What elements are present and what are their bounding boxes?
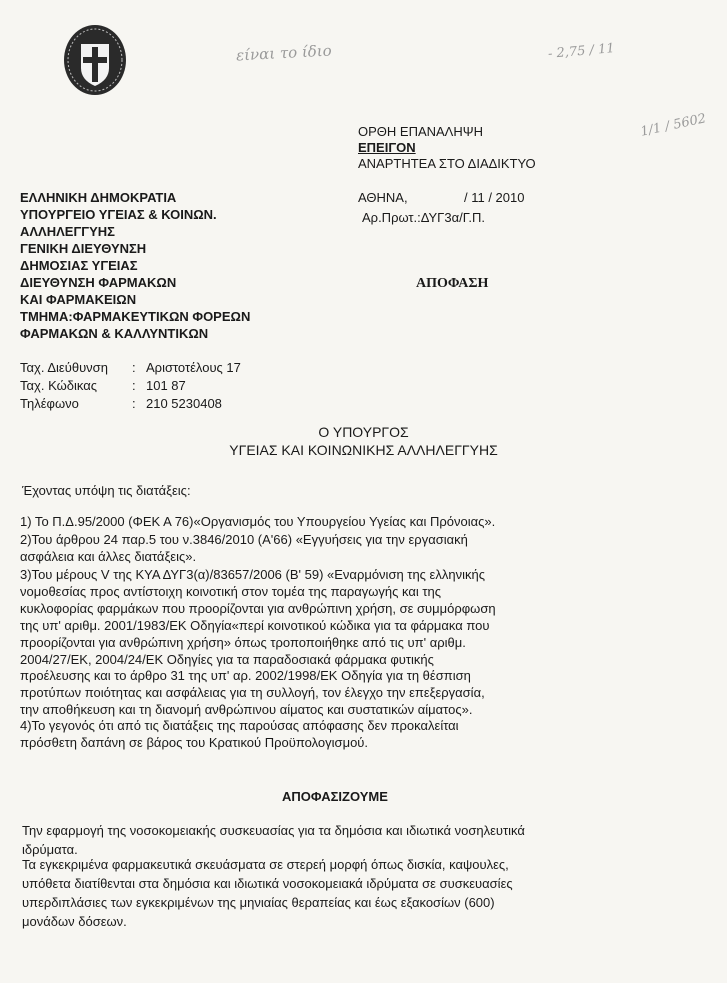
contact-value: 210 5230408: [146, 396, 222, 411]
contact-separator: :: [132, 378, 136, 393]
contact-value: 101 87: [146, 378, 186, 393]
decide-heading: ΑΠΟΦΑΣΙΖΟΥΜΕ: [282, 789, 388, 804]
provision-line: κυκλοφορίας φαρμάκων που προορίζονται για ανθρώπινη χρήση, σε συμμόρφωση: [20, 601, 496, 616]
decision-line: ιδρύματα.: [22, 842, 78, 857]
contact-separator: :: [132, 396, 136, 411]
sender-line: ΚΑΙ ΦΑΡΜΑΚΕΙΩΝ: [20, 292, 137, 307]
sender-line: ΦΑΡΜΑΚΩΝ & ΚΑΛΛΥΝΤΙΚΩΝ: [20, 326, 209, 341]
handwritten-note: είναι το ίδιο: [235, 41, 333, 65]
provision-line: προέλευσης και το άρθρο 31 της υπ' αρ. 2002/1998/ΕΚ Οδηγία για τη θέσπιση: [20, 668, 471, 683]
provision-line: 4)Το γεγονός ότι από τις διατάξεις της παρούσας απόφασης δεν προκαλείται: [20, 718, 459, 733]
provision-line: πρόσθετη δαπάνη σε βάρος του Κρατικού Προϋπολογισμού.: [20, 735, 369, 750]
provision-line: 2004/27/ΕΚ, 2004/24/ΕΚ Οδηγίες για τα παραδοσιακά φάρμακα φυτικής: [20, 652, 434, 667]
sender-line: ΑΛΛΗΛΕΓΓΥΗΣ: [20, 224, 115, 239]
provision-line: 3)Του μέρους V της ΚΥΑ ΔΥΓ3(α)/83657/2006 (Β' 59) «Εναρμόνιση της ελληνικής: [20, 567, 485, 582]
contact-label: Ταχ. Κώδικας: [20, 378, 97, 393]
notice-repeat: ΟΡΘΗ ΕΠΑΝΑΛΗΨΗ: [358, 124, 484, 139]
contact-label: Ταχ. Διεύθυνση: [20, 360, 108, 375]
minister-ministry: ΥΓΕΙΑΣ ΚΑΙ ΚΟΙΝΩΝΙΚΗΣ ΑΛΛΗΛΕΓΓΥΗΣ: [229, 442, 498, 458]
contact-separator: :: [132, 360, 136, 375]
sender-line: ΕΛΛΗΝΙΚΗ ΔΗΜΟΚΡΑΤΙΑ: [20, 190, 177, 205]
date: / 11 / 2010: [464, 190, 525, 205]
sender-line: ΓΕΝΙΚΗ ΔΙΕΥΘΥΝΣΗ: [20, 241, 147, 256]
decision-line: υπερδιπλάσιες των εγκεκριμένων της μηνιαίας θεραπείας και έως εξακοσίων (600): [22, 895, 495, 910]
protocol-number: Αρ.Πρωτ.:ΔΥΓ3α/Γ.Π.: [362, 210, 486, 225]
sender-line: ΥΠΟΥΡΓΕΙΟ ΥΓΕΙΑΣ & ΚΟΙΝΩΝ.: [20, 207, 217, 222]
contact-value: Αριστοτέλους 17: [146, 360, 241, 375]
notice-publish: ΑΝΑΡΤΗΤΕΑ ΣΤΟ ΔΙΑΔΙΚΤΥΟ: [358, 156, 536, 171]
decision-line: Τα εγκεκριμένα φαρμακευτικά σκευάσματα σε στερεή μορφή όπως δισκία, καψουλες,: [22, 857, 509, 872]
provision-line: νομοθεσίας προς αντίστοιχη κοινοτική στον τομέα της παραγωγής και της: [20, 584, 442, 599]
intro-text: Έχοντας υπόψη τις διατάξεις:: [22, 483, 191, 498]
sender-line: ΤΜΗΜΑ:ΦΑΡΜΑΚΕΥΤΙΚΩΝ ΦΟΡΕΩΝ: [20, 309, 251, 324]
decision-line: υπόθετα διατίθενται στα δημόσια και ιδιωτικά νοσοκομειακά ιδρύματα σε συσκευασίες: [22, 876, 513, 891]
provision-line: την αποθήκευση και τη διανομή ανθρώπινου αίματος και συστατικών αίματος».: [20, 702, 473, 717]
notice-urgent: ΕΠΕΙΓΟΝ: [358, 140, 416, 155]
sender-line: ΔΗΜΟΣΙΑΣ ΥΓΕΙΑΣ: [20, 258, 138, 273]
provision-line: της υπ' αριθμ. 2001/1983/ΕΚ Οδηγία«περί κοινοτικού κώδικα για τα φάρμακα που: [20, 618, 490, 633]
provision-line: προορίζονται για ανθρώπινη χρήση» όπως τροποποιήθηκε από τις υπ' αριθμ.: [20, 635, 466, 650]
provision-line: ασφάλεια και άλλες διατάξεις».: [20, 549, 197, 564]
sender-line: ΔΙΕΥΘΥΝΣΗ ΦΑΡΜΑΚΩΝ: [20, 275, 177, 290]
decision-line: Την εφαρμογή της νοσοκομειακής συσκευασίας για τα δημόσια και ιδιωτικά νοσηλευτικά: [22, 823, 525, 838]
handwritten-note: 1/1 / 5602: [639, 111, 708, 140]
handwritten-note: - 2,75 / 11: [547, 41, 616, 62]
decision-line: μονάδων δόσεων.: [22, 914, 127, 929]
greek-coat-of-arms-seal: [62, 22, 128, 98]
city: ΑΘΗΝΑ,: [358, 190, 408, 205]
decision-label: ΑΠΟΦΑΣΗ: [416, 276, 489, 291]
contact-label: Τηλέφωνο: [20, 396, 79, 411]
provision-line: 1) Το Π.Δ.95/2000 (ΦΕΚ Α 76)«Οργανισμός του Υπουργείου Υγείας και Πρόνοιας».: [20, 514, 496, 529]
provision-line: προτύπων ποιότητας και ασφάλειας για τη συλλογή, τον έλεγχο την επεξεργασία,: [20, 685, 485, 700]
minister-title: Ο ΥΠΟΥΡΓΟΣ: [318, 424, 409, 440]
provision-line: 2)Του άρθρου 24 παρ.5 του ν.3846/2010 (Α'66) «Εγγυήσεις για την εργασιακή: [20, 532, 468, 547]
